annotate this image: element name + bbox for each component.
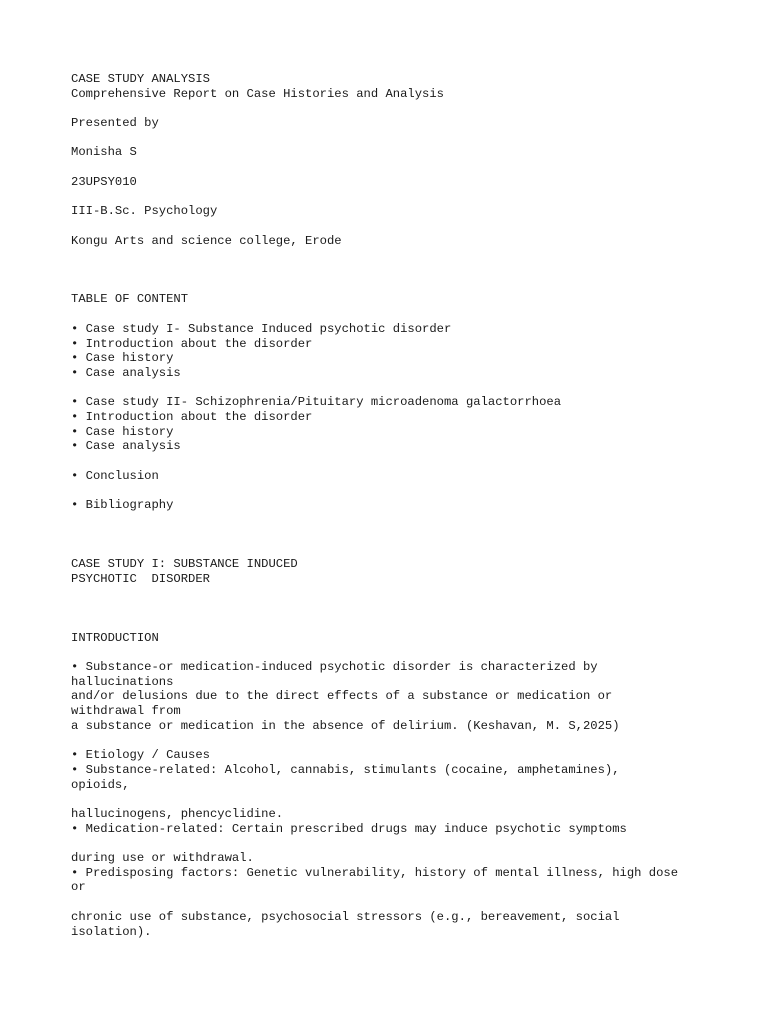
toc-item-bibliography: • Bibliography <box>71 498 174 513</box>
roll-number: 23UPSY010 <box>71 174 137 189</box>
etiology-heading: • Etiology / Causes <box>71 748 210 763</box>
predisposing-cont: isolation). <box>71 924 152 939</box>
substance-related-text: opioids, <box>71 777 130 792</box>
toc-item: • Case study I- Substance Induced psychotic disorder <box>71 321 452 336</box>
medication-related-text: • Medication-related: Certain prescribed drugs may induce psychotic symptoms <box>71 821 627 836</box>
definition-text: and/or delusions due to the direct effects of a substance or medication or <box>71 689 613 704</box>
definition-text: hallucinations <box>71 674 174 689</box>
introduction-heading: INTRODUCTION <box>71 630 159 645</box>
predisposing-text: • Predisposing factors: Genetic vulnerability, history of mental illness, high dose <box>71 865 679 880</box>
predisposing-cont: chronic use of substance, psychosocial stressors (e.g., bereavement, social <box>71 909 620 924</box>
case-study-heading: CASE STUDY I: SUBSTANCE INDUCED <box>71 557 298 572</box>
toc-item: • Case analysis <box>71 365 181 380</box>
toc-item: • Introduction about the disorder <box>71 336 313 351</box>
toc-item: • Case study II- Schizophrenia/Pituitary microadenoma galactorrhoea <box>71 395 562 410</box>
document-page <box>71 72 711 939</box>
definition-text: • Substance-or medication-induced psychotic disorder is characterized by <box>71 659 598 674</box>
author-name: Monisha S <box>71 145 137 160</box>
toc-item: • Introduction about the disorder <box>71 410 313 425</box>
college-name: Kongu Arts and science college, Erode <box>71 233 342 248</box>
substance-related-cont: hallucinogens, phencyclidine. <box>71 806 284 821</box>
toc-item: • Case history <box>71 351 174 366</box>
toc-item: • Case history <box>71 424 174 439</box>
definition-text: withdrawal from <box>71 704 181 719</box>
toc-item: • Case analysis <box>71 439 181 454</box>
toc-heading: TABLE OF CONTENT <box>71 292 189 307</box>
substance-related-text: • Substance-related: Alcohol, cannabis, stimulants (cocaine, amphetamines), <box>71 762 620 777</box>
definition-text: a substance or medication in the absence of delirium. (Keshavan, M. S,2025) <box>71 718 620 733</box>
toc-item-conclusion: • Conclusion <box>71 468 159 483</box>
course-name: III-B.Sc. Psychology <box>71 204 218 219</box>
document-subtitle: Comprehensive Report on Case Histories and Analysis <box>71 86 444 101</box>
case-study-heading-cont: PSYCHOTIC DISORDER <box>71 571 210 586</box>
medication-related-cont: during use or withdrawal. <box>71 851 254 866</box>
presented-by-label: Presented by <box>71 116 159 131</box>
document-title: CASE STUDY ANALYSIS <box>71 72 210 86</box>
predisposing-text: or <box>71 880 86 895</box>
